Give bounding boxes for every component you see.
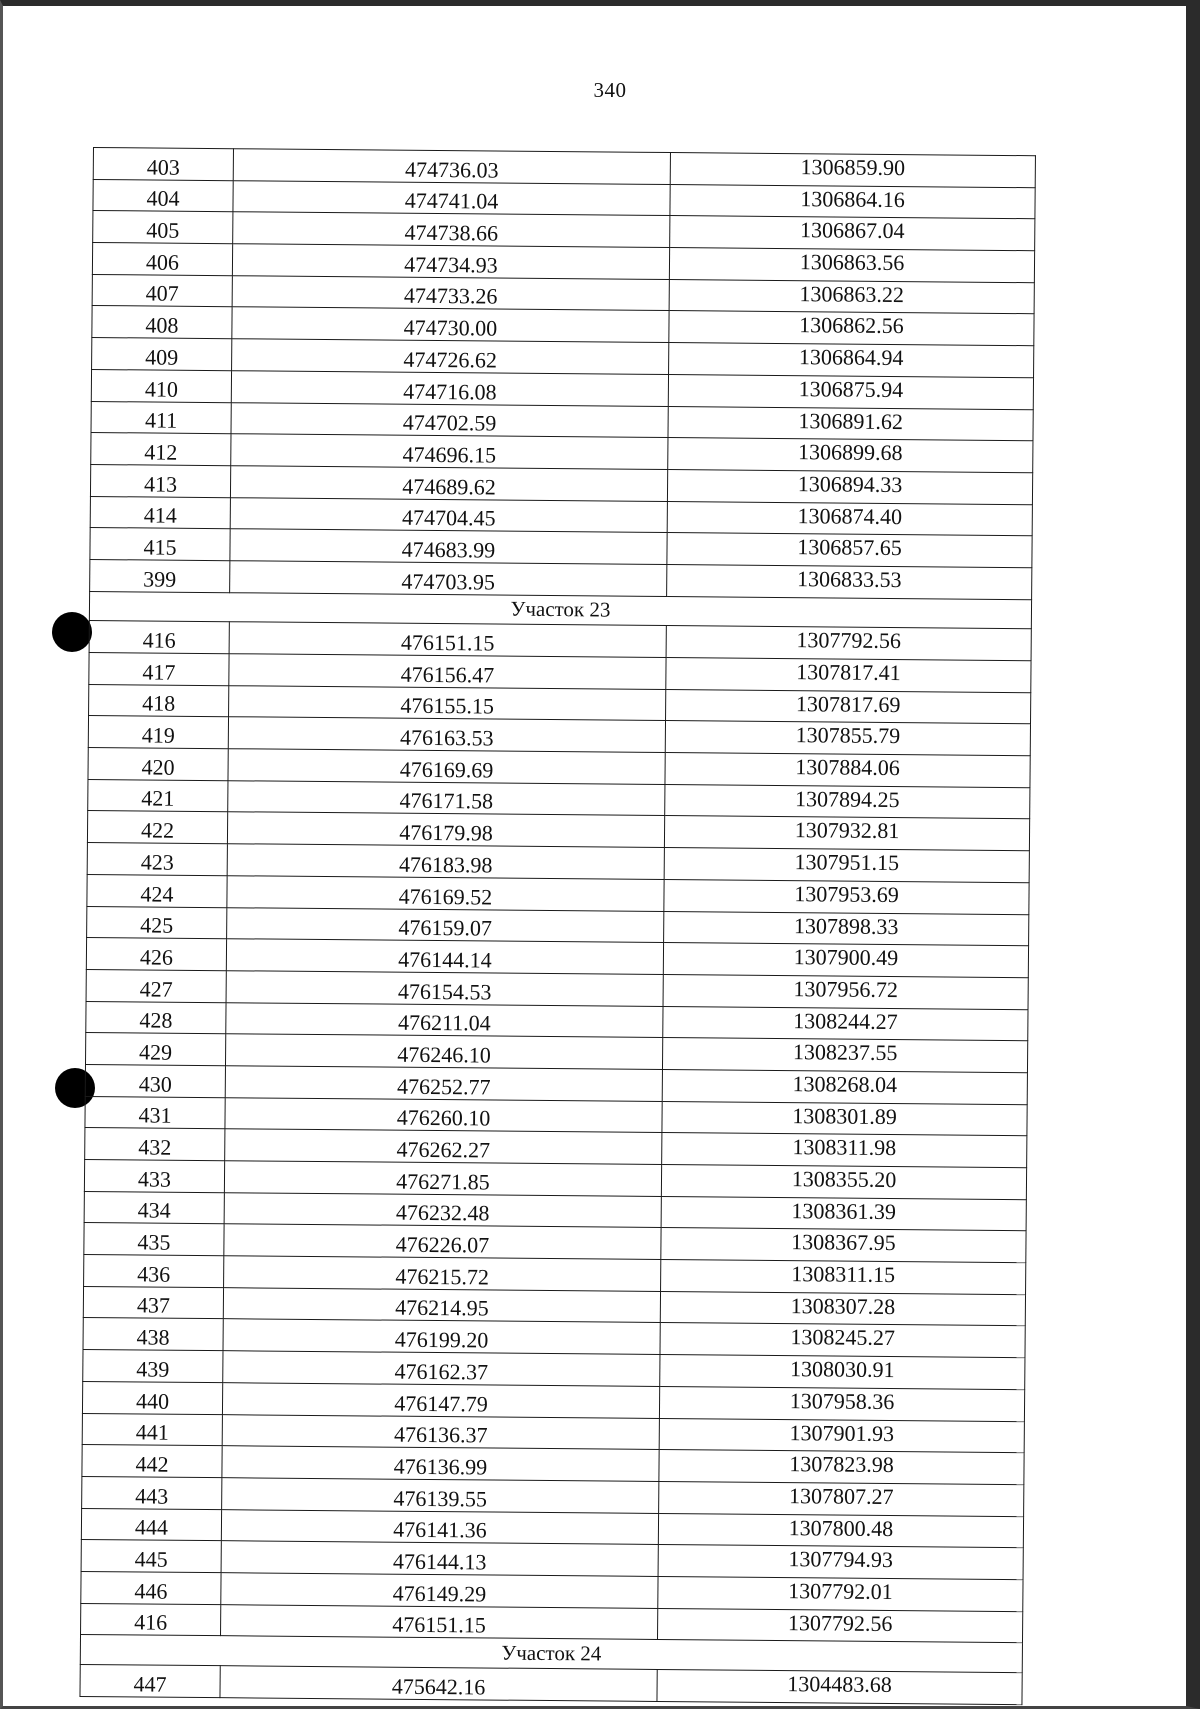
x-coordinate-cell: 476144.14 [226, 939, 663, 974]
y-coordinate-cell: 1307794.93 [658, 1545, 1023, 1580]
x-coordinate-cell: 476136.37 [222, 1414, 659, 1449]
x-coordinate-cell: 476171.58 [228, 780, 665, 815]
x-coordinate-cell: 474734.93 [232, 244, 669, 279]
point-number-cell: 438 [83, 1318, 223, 1351]
y-coordinate-cell: 1306875.94 [668, 374, 1033, 409]
point-number-cell: 441 [82, 1413, 222, 1446]
y-coordinate-cell: 1307823.98 [659, 1450, 1024, 1485]
x-coordinate-cell: 476163.53 [228, 717, 665, 752]
point-number-cell: 430 [85, 1064, 225, 1097]
y-coordinate-cell: 1306891.62 [668, 406, 1033, 441]
point-number-cell: 423 [87, 843, 227, 876]
point-number-cell: 420 [88, 748, 228, 781]
x-coordinate-cell: 474726.62 [232, 339, 669, 374]
point-number-cell: 439 [83, 1350, 223, 1383]
x-coordinate-cell: 476139.55 [222, 1478, 659, 1513]
point-number-cell: 417 [89, 652, 229, 685]
x-coordinate-cell: 476226.07 [224, 1224, 661, 1259]
y-coordinate-cell: 1306867.04 [670, 216, 1035, 251]
x-coordinate-cell: 476179.98 [227, 812, 664, 847]
y-coordinate-cell: 1308311.98 [662, 1133, 1027, 1168]
point-number-cell: 424 [87, 874, 227, 907]
y-coordinate-cell: 1307792.56 [666, 626, 1031, 661]
y-coordinate-cell: 1308030.91 [660, 1355, 1025, 1390]
y-coordinate-cell: 1307894.25 [665, 784, 1030, 819]
y-coordinate-cell: 1306863.22 [669, 279, 1034, 314]
x-coordinate-cell: 476271.85 [224, 1161, 661, 1196]
x-coordinate-cell: 474683.99 [230, 529, 667, 564]
point-number-cell: 435 [84, 1223, 224, 1256]
x-coordinate-cell: 474730.00 [232, 307, 669, 342]
y-coordinate-cell: 1307884.06 [665, 753, 1030, 788]
x-coordinate-cell: 476246.10 [225, 1034, 662, 1069]
point-number-cell: 403 [93, 148, 233, 181]
point-number-cell: 409 [92, 338, 232, 371]
y-coordinate-cell: 1307958.36 [659, 1386, 1024, 1421]
y-coordinate-cell: 1308355.20 [661, 1165, 1026, 1200]
x-coordinate-cell: 474741.04 [233, 180, 670, 215]
x-coordinate-cell: 474696.15 [231, 434, 668, 469]
x-coordinate-cell: 476156.47 [229, 654, 666, 689]
y-coordinate-cell: 1308244.27 [663, 1006, 1028, 1041]
y-coordinate-cell: 1304483.68 [657, 1669, 1022, 1704]
x-coordinate-cell: 475642.16 [220, 1666, 657, 1701]
y-coordinate-cell: 1306864.94 [669, 343, 1034, 378]
point-number-cell: 416 [89, 621, 229, 654]
y-coordinate-cell: 1306862.56 [669, 311, 1034, 346]
x-coordinate-cell: 476144.13 [221, 1541, 658, 1576]
x-coordinate-cell: 476151.15 [221, 1604, 658, 1639]
point-number-cell: 425 [87, 906, 227, 939]
point-number-cell: 427 [86, 969, 226, 1002]
y-coordinate-cell: 1308268.04 [662, 1069, 1027, 1104]
x-coordinate-cell: 476215.72 [224, 1256, 661, 1291]
y-coordinate-cell: 1308361.39 [661, 1196, 1026, 1231]
x-coordinate-cell: 474689.62 [230, 466, 667, 501]
x-coordinate-cell: 476159.07 [227, 907, 664, 942]
point-number-cell: 426 [86, 938, 226, 971]
point-number-cell: 432 [85, 1128, 225, 1161]
point-number-cell: 404 [93, 179, 233, 212]
y-coordinate-cell: 1307855.79 [665, 721, 1030, 756]
x-coordinate-cell: 476214.95 [223, 1287, 660, 1322]
point-number-cell: 406 [92, 243, 232, 276]
point-number-cell: 407 [92, 274, 232, 307]
point-number-cell: 437 [83, 1286, 223, 1319]
x-coordinate-cell: 476149.29 [221, 1573, 658, 1608]
point-number-cell: 446 [81, 1571, 221, 1604]
x-coordinate-cell: 476141.36 [221, 1509, 658, 1544]
point-number-cell: 440 [82, 1381, 222, 1414]
point-number-cell: 428 [86, 1001, 226, 1034]
y-coordinate-cell: 1306833.53 [667, 564, 1032, 599]
x-coordinate-cell: 476147.79 [222, 1382, 659, 1417]
coordinates-table [79, 147, 1035, 1705]
x-coordinate-cell: 476262.27 [225, 1129, 662, 1164]
x-coordinate-cell: 476211.04 [226, 1002, 663, 1037]
y-coordinate-cell: 1307956.72 [663, 974, 1028, 1009]
y-coordinate-cell: 1307932.81 [664, 816, 1029, 851]
y-coordinate-cell: 1307792.56 [657, 1608, 1022, 1643]
y-coordinate-cell: 1307900.49 [663, 943, 1028, 978]
point-number-cell: 443 [82, 1476, 222, 1509]
y-coordinate-cell: 1308301.89 [662, 1101, 1027, 1136]
section-title: Участок 24 [80, 1635, 1022, 1673]
y-coordinate-cell: 1308367.95 [661, 1228, 1026, 1263]
point-number-cell: 418 [89, 684, 229, 717]
x-coordinate-cell: 476162.37 [223, 1351, 660, 1386]
y-coordinate-cell: 1307792.01 [658, 1576, 1023, 1611]
point-number-cell: 445 [81, 1540, 221, 1573]
y-coordinate-cell: 1307800.48 [658, 1513, 1023, 1548]
y-coordinate-cell: 1306874.40 [667, 501, 1032, 536]
y-coordinate-cell: 1308237.55 [662, 1038, 1027, 1073]
section-title: Участок 23 [89, 591, 1031, 629]
y-coordinate-cell: 1307817.41 [666, 658, 1031, 693]
y-coordinate-cell: 1307901.93 [659, 1418, 1024, 1453]
x-coordinate-cell: 474702.59 [231, 402, 668, 437]
y-coordinate-cell: 1308311.15 [661, 1260, 1026, 1295]
x-coordinate-cell: 474716.08 [231, 371, 668, 406]
point-number-cell: 447 [80, 1664, 220, 1697]
y-coordinate-cell: 1306864.16 [670, 184, 1035, 219]
point-number-cell: 421 [88, 779, 228, 812]
x-coordinate-cell: 476260.10 [225, 1097, 662, 1132]
x-coordinate-cell: 476155.15 [229, 685, 666, 720]
y-coordinate-cell: 1307807.27 [659, 1481, 1024, 1516]
x-coordinate-cell: 476151.15 [229, 622, 666, 657]
point-number-cell: 415 [90, 528, 230, 561]
x-coordinate-cell: 476199.20 [223, 1319, 660, 1354]
point-number-cell: 436 [84, 1255, 224, 1288]
y-coordinate-cell: 1307898.33 [664, 911, 1029, 946]
y-coordinate-cell: 1307953.69 [664, 879, 1029, 914]
point-number-cell: 433 [84, 1159, 224, 1192]
x-coordinate-cell: 474703.95 [230, 561, 667, 596]
point-number-cell: 431 [85, 1096, 225, 1129]
x-coordinate-cell: 476252.77 [225, 1066, 662, 1101]
page-number: 340 [593, 78, 627, 102]
y-coordinate-cell: 1308245.27 [660, 1323, 1025, 1358]
x-coordinate-cell: 476169.52 [227, 876, 664, 911]
x-coordinate-cell: 474733.26 [232, 275, 669, 310]
point-number-cell: 413 [90, 464, 230, 497]
x-coordinate-cell: 476136.99 [222, 1446, 659, 1481]
x-coordinate-cell: 476169.69 [228, 749, 665, 784]
point-number-cell: 442 [82, 1445, 222, 1478]
coordinates-table-body [80, 148, 1035, 1705]
point-number-cell: 416 [81, 1603, 221, 1636]
point-number-cell: 405 [93, 211, 233, 244]
y-coordinate-cell: 1306894.33 [667, 469, 1032, 504]
point-number-cell: 410 [91, 369, 231, 402]
x-coordinate-cell: 474738.66 [233, 212, 670, 247]
point-number-cell: 429 [85, 1033, 225, 1066]
x-coordinate-cell: 474736.03 [233, 149, 670, 184]
point-number-cell: 414 [90, 496, 230, 529]
point-number-cell: 422 [87, 811, 227, 844]
y-coordinate-cell: 1307951.15 [664, 848, 1029, 883]
point-number-cell: 411 [91, 401, 231, 434]
y-coordinate-cell: 1307817.69 [666, 689, 1031, 724]
y-coordinate-cell: 1306899.68 [668, 438, 1033, 473]
y-coordinate-cell: 1306859.90 [670, 153, 1035, 188]
point-number-cell: 419 [88, 716, 228, 749]
punch-hole-icon [52, 612, 92, 652]
point-number-cell: 412 [91, 433, 231, 466]
y-coordinate-cell: 1306857.65 [667, 533, 1032, 568]
x-coordinate-cell: 476183.98 [227, 844, 664, 879]
y-coordinate-cell: 1308307.28 [660, 1291, 1025, 1326]
point-number-cell: 434 [84, 1191, 224, 1224]
y-coordinate-cell: 1306863.56 [669, 248, 1034, 283]
x-coordinate-cell: 474704.45 [230, 497, 667, 532]
x-coordinate-cell: 476232.48 [224, 1192, 661, 1227]
point-number-cell: 408 [92, 306, 232, 339]
x-coordinate-cell: 476154.53 [226, 971, 663, 1006]
point-number-cell: 444 [81, 1508, 221, 1541]
point-number-cell: 399 [90, 559, 230, 592]
